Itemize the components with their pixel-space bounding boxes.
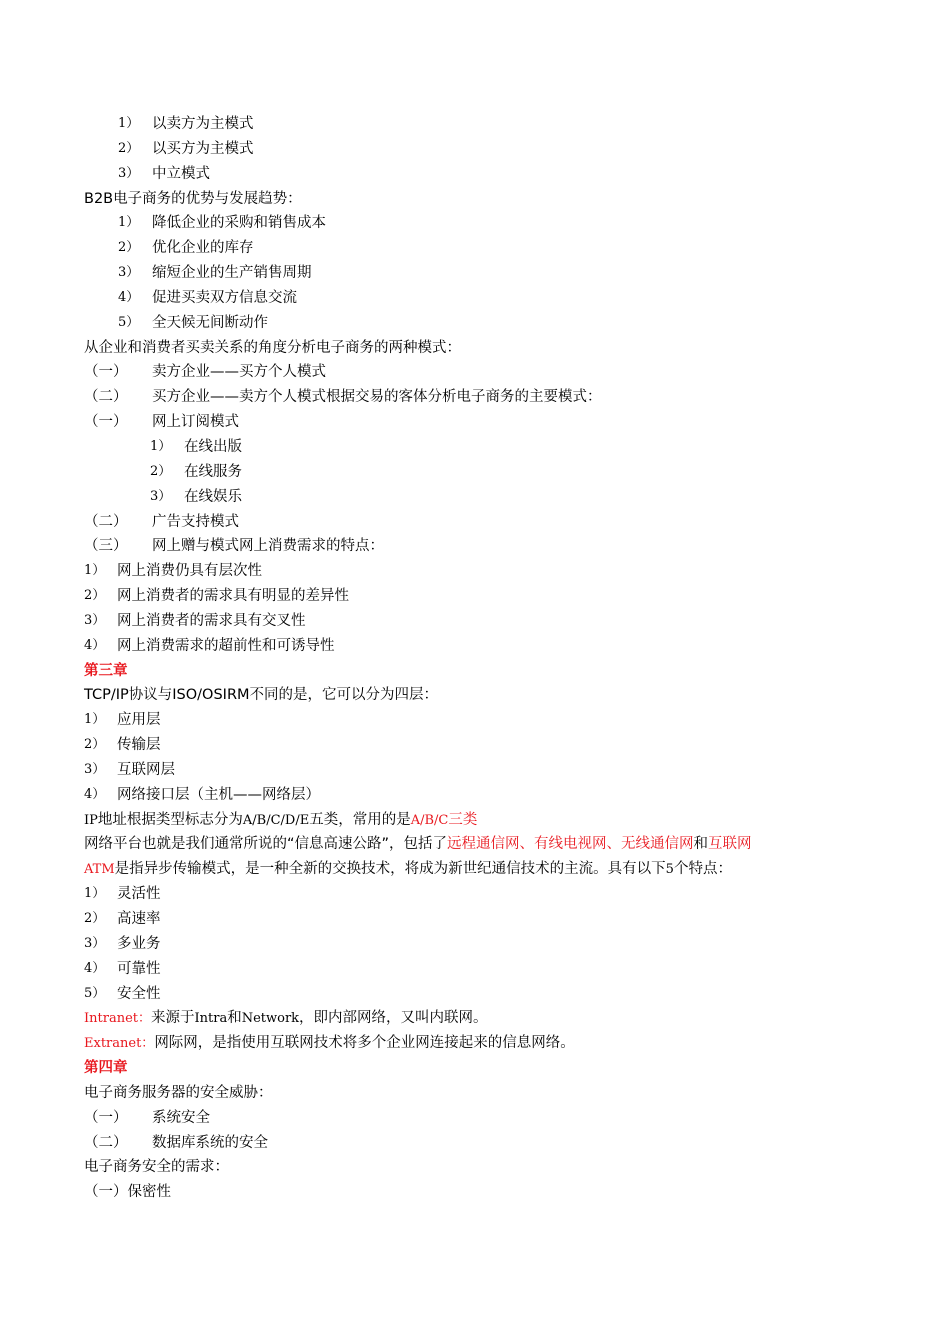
text-line [84,236,864,261]
text-line [84,1106,864,1131]
list-marker: 3） [84,935,106,951]
line-text: 多业务 [117,935,161,952]
text-line [84,385,864,410]
text-segment: 网际网，是指使用互联网技术将多个企业网连接起来的信息网络。 [154,1035,575,1052]
line-text: 网上赠与模式网上消费需求的特点： [152,538,384,555]
line-text: （一）保密性 [84,1184,171,1201]
text-segment: 和 [227,1010,242,1027]
line-text: 网上消费者的需求具有交叉性 [117,612,306,629]
list-marker: 1） [118,116,140,131]
line-text: 传输层 [117,737,161,754]
text-line [84,187,864,212]
rich-text [84,808,477,834]
list-marker: 4） [118,289,140,305]
text-line [84,336,864,361]
list-marker: 2） [84,588,106,604]
text-segment: Network [241,1011,300,1027]
text-line [84,584,864,609]
text-line [84,311,864,336]
line-text: TCP/IP协议与ISO/OSIRM不同的是，它可以分为四层： [84,687,439,704]
text-line [84,857,864,882]
text-line [84,783,864,808]
text-line [84,609,864,634]
text-segment: 网络平台也就是我们通常所说的“信息高速公路”，包括了 [84,836,448,853]
text-segment: 和 [693,836,709,853]
list-marker: 4） [84,786,106,802]
chapter-heading: 第三章 [84,662,128,679]
list-marker: 2） [84,737,106,753]
text-line [84,683,864,708]
text-line [84,559,864,584]
line-text: 灵活性 [117,886,161,903]
text-segment: IP [84,812,98,828]
line-text: 高速率 [117,911,161,927]
text-line [84,932,864,957]
text-line [84,112,864,137]
text-line [84,733,864,758]
text-line [84,286,864,311]
list-marker: 1） [118,215,140,231]
text-line [84,1180,864,1205]
text-segment: A/B/C/D/E [242,812,310,828]
text-line [84,360,864,385]
text-segment: Intra [194,1011,228,1027]
text-line [84,1131,864,1156]
text-line [84,708,864,733]
list-marker: （二） [84,389,128,406]
line-text: 安全性 [117,985,161,1002]
line-text: 全天候无间断动作 [152,314,268,331]
text-line [84,410,864,435]
line-text: 卖方企业——买方个人模式 [152,364,326,381]
list-marker: （二） [84,513,128,530]
line-text: 网上消费者的需求具有明显的差异性 [117,588,349,605]
text-line [84,832,864,857]
line-text: 网络接口层（主机——网络层） [117,786,320,803]
line-text: 广告支持模式 [152,513,239,530]
text-segment: ATM [84,862,115,878]
list-marker: （一） [84,414,128,431]
line-text: 在线出版 [184,438,242,455]
text-line [84,1006,864,1031]
text-segment: Intranet： [84,1011,151,1027]
rich-text [84,1031,575,1057]
line-text: 网上订阅模式 [152,414,239,431]
line-text: 系统安全 [152,1109,210,1126]
text-segment: Extranet： [84,1036,155,1052]
list-marker: 5） [118,314,140,330]
list-marker: （二） [84,1134,128,1151]
line-text: 网上消费需求的超前性和可诱导性 [117,637,335,654]
line-text: 买方企业——卖方个人模式根据交易的客体分析电子商务的主要模式： [152,389,602,406]
list-marker: （三） [84,538,128,555]
rich-text [84,857,732,883]
list-marker: 3） [84,612,106,628]
list-marker: 2） [118,240,140,256]
text-segment: 个特点： [673,861,732,878]
list-marker: 4） [84,960,106,976]
chapter-heading: 第四章 [84,1060,128,1077]
list-marker: 5） [84,985,106,1001]
text-segment: A/B/C [410,812,449,828]
list-marker: 4） [84,637,106,653]
text-line [84,137,864,162]
list-marker: （一） [84,364,128,381]
line-text: 互联网层 [117,761,175,778]
list-marker: 2） [150,463,172,479]
text-line [84,634,864,659]
list-marker: 1） [84,886,106,902]
list-marker: 3） [118,165,140,181]
list-marker: 1） [84,563,106,579]
text-line [84,162,864,187]
list-marker: （一） [84,1109,128,1126]
text-line [84,982,864,1007]
text-segment: 互联网 [708,836,752,853]
line-text: 数据库系统的安全 [152,1134,268,1151]
text-line [84,460,864,485]
list-marker: 2） [84,911,106,926]
line-text: 在线服务 [184,463,242,480]
line-text: 优化企业的库存 [152,240,254,257]
line-text: 在线娱乐 [184,488,242,505]
text-segment: 三类 [448,811,478,828]
text-line [84,907,864,932]
list-marker: 3） [118,265,140,281]
text-line [84,211,864,236]
text-segment: 远程通信网、有线电视网、无线通信网 [447,836,694,853]
line-text: 以买方为主模式 [152,140,254,157]
line-text: 降低企业的采购和销售成本 [152,215,326,232]
line-text: 以卖方为主模式 [152,116,254,132]
line-text: 缩短企业的生产销售周期 [152,265,312,282]
text-line [84,510,864,535]
text-segment: 是指异步传输模式，是一种全新的交换技术，将成为新世纪通信技术的主流。具有以下 [114,861,666,878]
text-line [84,261,864,286]
text-line [84,882,864,907]
text-segment: 五类，常用的是 [309,811,411,828]
text-line [84,1031,864,1056]
list-marker: 1） [84,712,106,728]
text-line [84,659,864,684]
list-marker: 1） [150,438,172,454]
line-text: 网上消费仍具有层次性 [117,563,262,580]
text-line [84,758,864,783]
text-segment: 来源于 [151,1010,195,1027]
line-text: 电子商务安全的需求： [84,1159,229,1176]
rich-text [84,1006,488,1032]
text-line [84,435,864,460]
text-line [84,1081,864,1106]
line-text: 应用层 [117,712,161,729]
text-line [84,534,864,559]
text-segment: 5 [665,862,674,878]
line-text: 电子商务服务器的安全威胁： [84,1084,273,1101]
document-body [84,112,864,1205]
line-text: 可靠性 [117,960,161,977]
text-segment: 地址根据类型标志分为 [97,811,243,828]
text-line [84,485,864,510]
text-segment: ，即内部网络，又叫内联网。 [299,1010,488,1027]
line-text: 促进买卖双方信息交流 [152,289,297,306]
line-text: B2B电子商务的优势与发展趋势： [84,190,302,207]
text-line [84,1056,864,1081]
list-marker: 2） [118,140,140,156]
line-text: 中立模式 [152,165,210,182]
rich-text [84,832,752,857]
text-line [84,808,864,833]
text-line [84,957,864,982]
line-text: 从企业和消费者买卖关系的角度分析电子商务的两种模式： [84,339,461,356]
text-line [84,1155,864,1180]
list-marker: 3） [150,488,172,504]
list-marker: 3） [84,761,106,777]
